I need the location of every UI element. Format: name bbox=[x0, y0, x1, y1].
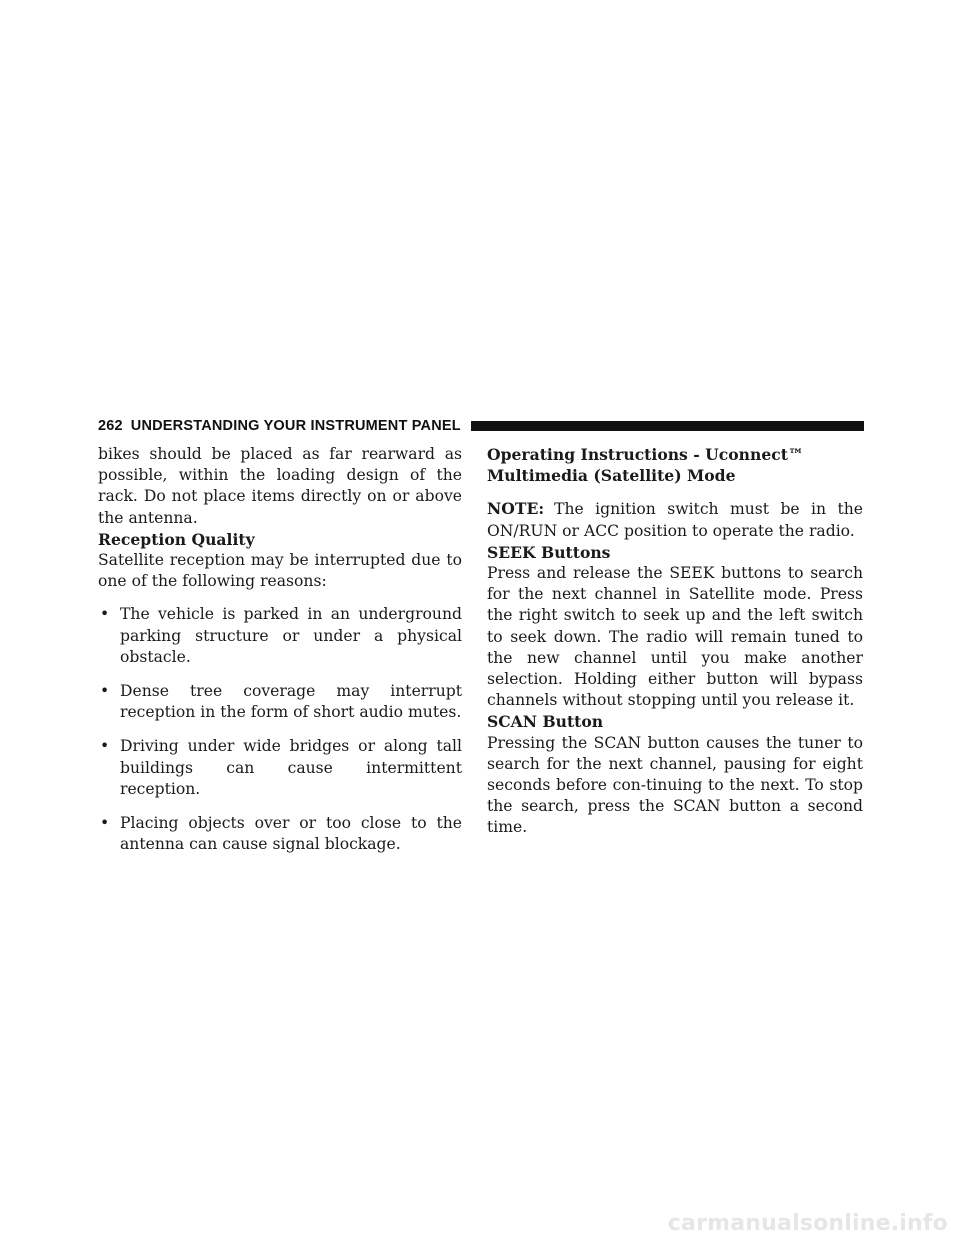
note-text: The ignition switch must be in the ON/RUN or ACC position to operate the radio. bbox=[487, 500, 863, 540]
list-item-text: The vehicle is parked in an underground parking structure or under a physical obstacle. bbox=[120, 605, 462, 666]
list-item bbox=[98, 604, 462, 668]
list-item-text: Placing objects over or too close to the antenna can cause signal blockage. bbox=[120, 814, 462, 854]
scan-button-paragraph: Pressing the SCAN button causes the tuner to search for the next channel, pausing for eight seconds before con-tinuing to the next. To stop the search, press the SCAN button a second time. bbox=[487, 733, 863, 837]
reception-reasons-list bbox=[98, 604, 462, 855]
page-number: 262 bbox=[98, 418, 123, 434]
reception-quality-paragraph: Satellite reception may be interrupted due to one of the following reasons: bbox=[98, 551, 462, 591]
seek-buttons-paragraph: Press and release the SEEK buttons to search for the next channel in Satellite mode. Press the right switch to seek up and the left switch to seek down. The radio will remain tuned to the new channel until you make another selection. Holding either button will bypass channels without stopping until you release it. bbox=[487, 564, 863, 710]
page-header bbox=[98, 416, 864, 436]
list-item bbox=[98, 813, 462, 855]
bullet-icon: • bbox=[100, 814, 110, 833]
bullet-icon: • bbox=[100, 605, 110, 624]
bullet-icon: • bbox=[100, 737, 110, 756]
note-label: NOTE: bbox=[487, 499, 545, 519]
reception-quality-heading: Reception Quality bbox=[98, 529, 255, 549]
right-column bbox=[487, 444, 863, 839]
left-column bbox=[98, 444, 462, 868]
list-item bbox=[98, 736, 462, 800]
header-rule bbox=[471, 421, 864, 431]
bullet-icon: • bbox=[100, 682, 110, 701]
intro-paragraph: bikes should be placed as far rearward as possible, within the loading design of the rack. Do not place items directly on or above the antenna. bbox=[98, 445, 462, 527]
watermark: carmanualsonline.info bbox=[667, 1211, 948, 1236]
note-paragraph bbox=[487, 498, 863, 541]
list-item bbox=[98, 681, 462, 723]
list-item-text: Driving under wide bridges or along tall buildings can cause intermittent reception. bbox=[120, 737, 462, 798]
section-title: UNDERSTANDING YOUR INSTRUMENT PANEL bbox=[130, 418, 461, 434]
scan-button-heading: SCAN Button bbox=[487, 712, 604, 732]
seek-buttons-heading: SEEK Buttons bbox=[487, 542, 611, 562]
list-item-text: Dense tree coverage may interrupt reception in the form of short audio mutes. bbox=[120, 682, 462, 722]
operating-instructions-heading: Operating Instructions - Uconnect™ Multimedia (Satellite) Mode bbox=[487, 445, 804, 486]
